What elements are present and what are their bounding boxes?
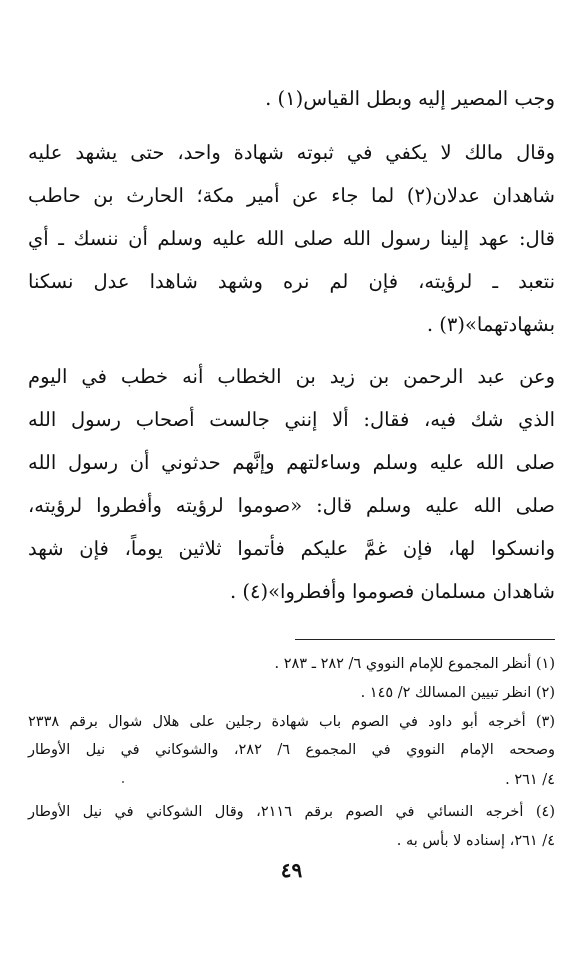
paragraph-2-line-1: وقال مالك لا يكفي في ثبوته شهادة واحد، حتى يشهد عليه [28,141,555,164]
page-number: ٤٩ [280,858,303,882]
book-page [28,0,555,965]
paragraph-2-line-4: نتعبد ـ لرؤيته، فإن لم نره وشهد شاهدا عدل نسكنا [28,270,555,293]
paragraph-3-line-3: صلى الله عليه وسلم وساءلتهم وإنَّهم حدثوني أن رسول الله [28,451,555,474]
paragraph-3-line-6: شاهدان مسلمان فصوموا وأفطروا»(٤) . [230,580,555,603]
paragraph-2-line-5: بشهادتهما»(٣) . [426,313,555,336]
paragraph-3-line-5: وانسكوا لها، فإن غمَّ عليكم فأتموا ثلاثين يوماً، فإن شهد [28,537,555,560]
footnote-2: (٢) انظر تبيين المسالك ٢/ ١٤٥ . [360,685,555,701]
paragraph-2-line-2: شاهدان عدلان(٢) لما جاء عن أمير مكة؛ الحارث بن حاطب [28,184,556,207]
footnote-3-line-2: وصححه الإمام النووي في المجموع ٦/ ٢٨٢، والشوكاني في نيل الأوطار [28,742,556,758]
paragraph-1-line-1: وجب المصير إليه وبطل القياس(١) . [265,87,555,110]
paragraph-2-line-3: قال: عهد إلينا رسول الله صلى الله عليه وسلم أن ننسك ـ أي [28,227,555,250]
footnote-4-line-1: (٤) أخرجه النسائي في الصوم برقم ٢١١٦، وقال الشوكاني في نيل الأوطار [28,804,555,820]
paragraph-3-line-4: صلى الله عليه وسلم قال: «صوموا لرؤيته وأفطروا لرؤيته، [28,494,555,517]
footnote-1: (١) أنظر المجموع للإمام النووي ٦/ ٢٨٢ ـ ٢٨٣ . [274,656,555,672]
scan-speck [122,781,124,783]
footnote-4-line-2: ٤/ ٢٦١، إسناده لا بأس به . [396,833,555,849]
footnote-3-line-3: ٤/ ٢٦١ . [505,772,555,788]
paragraph-3-line-2: الذي شك فيه، فقال: ألا إنني جالست أصحاب رسول الله [28,408,555,431]
footnote-separator [295,639,555,640]
paragraph-3-line-1: وعن عبد الرحمن بن زيد بن الخطاب أنه خطب في اليوم [28,365,555,388]
footnote-3-line-1: (٣) أخرجه أبو داود في الصوم باب شهادة رجلين على هلال شوال برقم ٢٣٣٨ [28,714,555,730]
